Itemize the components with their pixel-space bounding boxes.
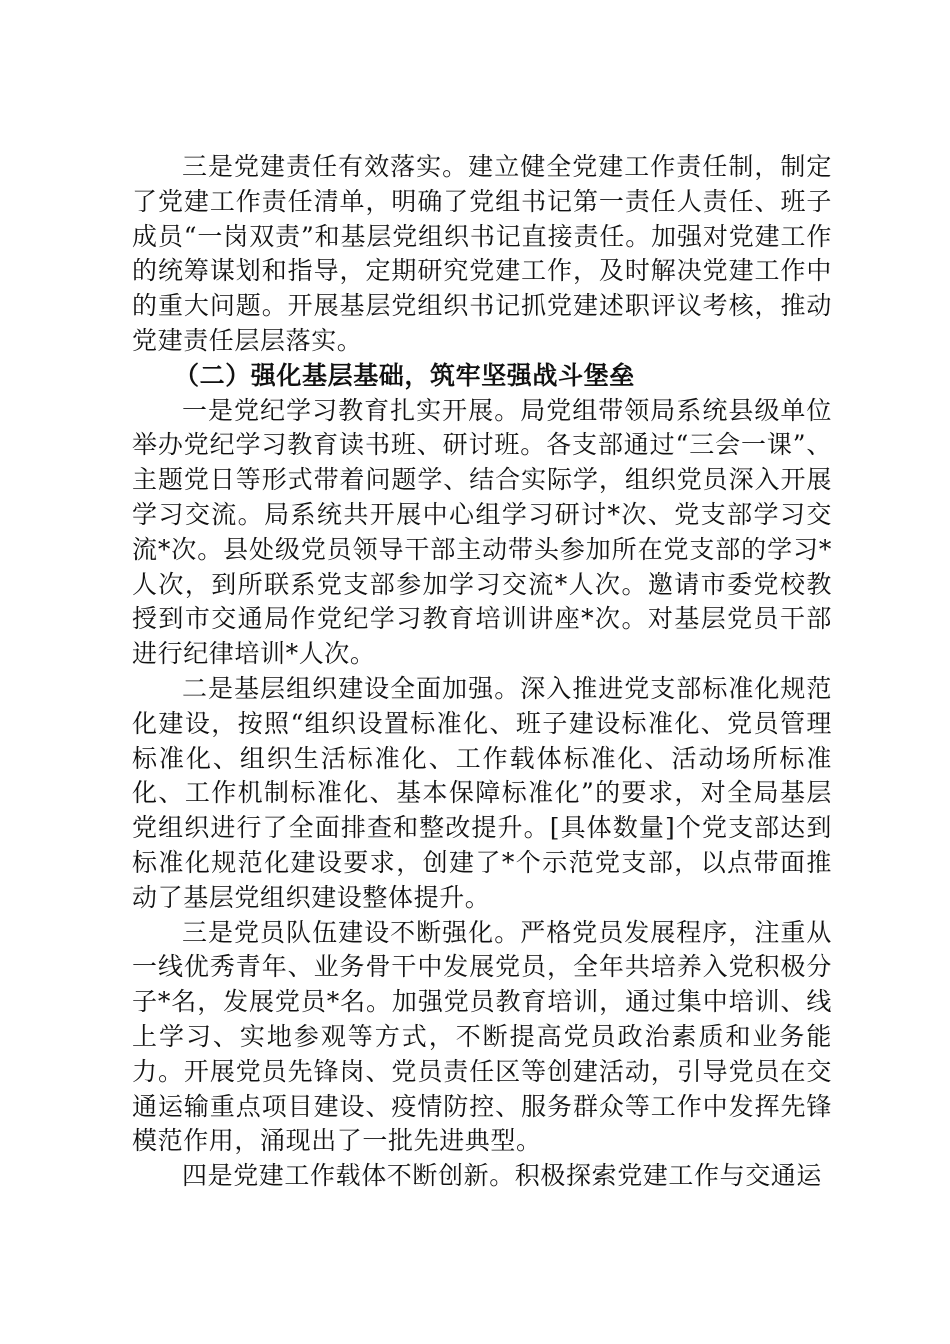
paragraph-party-responsibility: 三是党建责任有效落实。建立健全党建工作责任制，制定了党建工作责任清单，明确了党组书记第一责任人责任、班子成员“一岗双责”和基层党组织书记直接责任。加强对党建工作的统筹谋划和指导，定期研究党建工作，及时解决党建工作中的重大问题。开展基层党组织书记抓党建述职评议考核，推动党建责任层层落实。 <box>132 152 832 355</box>
paragraph-innovation: 四是党建工作载体不断创新。积极探索党建工作与交通运 <box>182 1161 823 1191</box>
paragraph-discipline-education: 一是党纪学习教育扎实开展。局党组带领局系统县级单位举办党纪学习教育读书班、研讨班。各支部通过“三会一课”、主题党日等形式带着问题学、结合实际学，组织党员深入开展学习交流。局系统共开展中心组学习研讨*次、党支部学习交流*次。县处级党员领导干部主动带头参加所在党支部的学习*人次，到所联系党支部参加学习交流*人次。邀请市委党校教授到市交通局作党纪学习教育培训讲座*次。对基层党员干部进行纪律培训*人次。 <box>132 395 832 669</box>
paragraph-member-team: 三是党员队伍建设不断强化。严格党员发展程序，注重从一线优秀青年、业务骨干中发展党员，全年共培养入党积极分子*名，发展党员*名。加强党员教育培训，通过集中培训、线上学习、实地参观等方式，不断提高党员政治素质和业务能力。开展党员先锋岗、党员责任区等创建活动，引导党员在交通运输重点项目建设、疫情防控、服务群众等工作中发挥先锋模范作用，涌现出了一批先进典型。 <box>132 917 832 1156</box>
section-heading-2: （二）强化基层基础，筑牢坚强战斗堡垒 <box>174 360 635 390</box>
document-body <box>132 150 832 1194</box>
paragraph-organization-building: 二是基层组织建设全面加强。深入推进党支部标准化规范化建设，按照“组织设置标准化、班子建设标准化、党员管理标准化、组织生活标准化、工作载体标准化、活动场所标准化、工作机制标准化、基本保障标准化”的要求，对全局基层党组织进行了全面排查和整改提升。[具体数量]个党支部达到标准化规范化建设要求，创建了*个示范党支部，以点带面推动了基层党组织建设整体提升。 <box>132 673 832 912</box>
